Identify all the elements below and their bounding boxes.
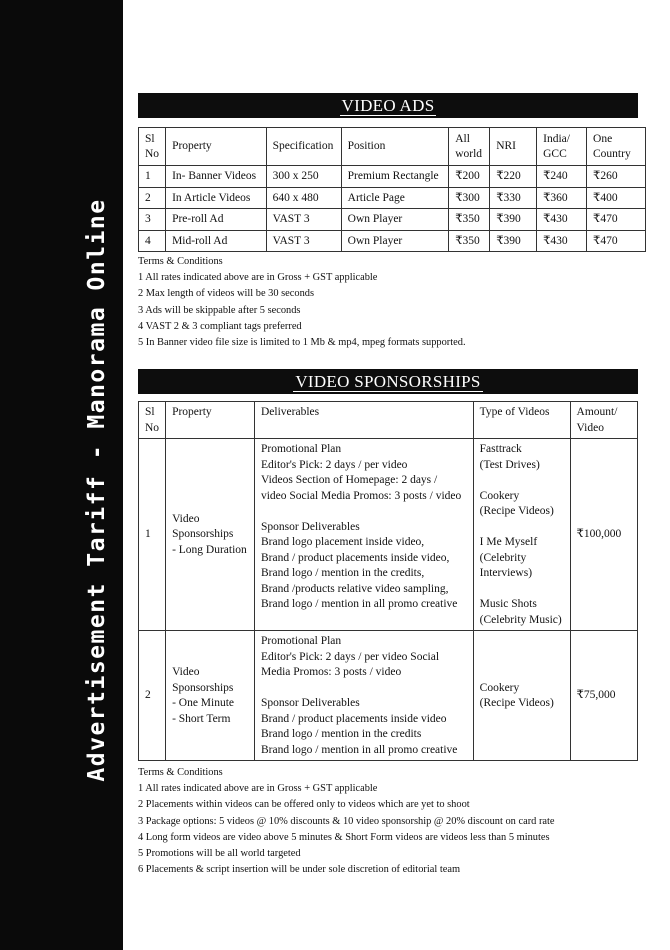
deliverable-line: Sponsor Deliverables xyxy=(260,697,360,709)
cell-all-world: ₹200 xyxy=(449,166,490,188)
spacer xyxy=(480,473,564,489)
cell-deliverables xyxy=(254,631,473,761)
deliverable-line: Brand / product placements inside video, xyxy=(260,551,450,564)
deliverable-line: Editor's Pick: 2 days / per video Social xyxy=(260,650,440,663)
header-type-of-videos: Type of Videos xyxy=(473,402,570,439)
video-type-line: Fasttrack xyxy=(479,443,522,455)
cell-specification: 300 x 250 xyxy=(266,166,341,188)
video-type-line: (Celebrity xyxy=(479,551,527,564)
video-ads-terms xyxy=(138,254,658,351)
deliverable-line: Promotional Plan xyxy=(260,635,342,647)
terms-title: Terms & Conditions xyxy=(138,767,223,778)
video-type-line: (Celebrity Music) xyxy=(479,613,562,626)
cell-all-world: ₹350 xyxy=(449,230,490,252)
video-ads-heading-text: VIDEO ADS xyxy=(341,96,435,115)
cell-deliverables xyxy=(254,439,473,631)
deliverable-line: video Social Media Promos: 3 posts / video xyxy=(260,489,462,502)
terms-item: 3 Ads will be skippable after 5 seconds xyxy=(138,304,301,316)
header-india-gcc: India/ GCC xyxy=(537,128,587,166)
deliverable-line: Promotional Plan xyxy=(260,443,342,455)
terms-item: 2 Max length of videos will be 30 seconds xyxy=(138,288,315,300)
cell-amount: ₹75,000 xyxy=(570,631,637,761)
terms-item: 5 Promotions will be all world targeted xyxy=(138,848,301,860)
cell-property xyxy=(166,439,255,631)
cell-nri: ₹390 xyxy=(490,209,537,231)
cell-sl-no: 1 xyxy=(139,166,166,188)
terms-item: 5 In Banner video file size is limited to 1 Mb & mp4, mpeg formats supported. xyxy=(138,337,466,349)
header-all-world: All world xyxy=(449,128,490,166)
deliverable-line: Media Promos: 3 posts / video xyxy=(260,666,402,678)
cell-sl-no: 4 xyxy=(139,230,166,252)
table-row xyxy=(139,631,638,761)
table-row xyxy=(139,439,638,631)
terms-title: Terms & Conditions xyxy=(138,256,223,267)
header-nri: NRI xyxy=(490,128,537,166)
header-position: Position xyxy=(341,128,449,166)
video-ads-heading xyxy=(138,93,638,118)
cell-position: Own Player xyxy=(341,209,449,231)
video-type-line: Interviews) xyxy=(479,567,533,579)
cell-all-world: ₹350 xyxy=(449,209,490,231)
terms-item: 2 Placements within videos can be offered only to videos which are yet to shoot xyxy=(138,799,470,811)
cell-sl-no: 3 xyxy=(139,209,166,231)
header-property: Property xyxy=(166,402,255,439)
video-type-line: Cookery xyxy=(479,681,520,694)
deliverable-line: Brand logo / mention in the credits, xyxy=(260,567,425,579)
sponsorships-header-row xyxy=(139,402,638,439)
cell-type-of-videos xyxy=(473,439,570,631)
sidebar-title: Advertisement Tariff - Manorama Online xyxy=(84,198,110,782)
property-line: - Short Term xyxy=(172,712,231,725)
cell-india-gcc: ₹430 xyxy=(537,230,587,252)
video-type-line: Music Shots xyxy=(479,598,537,610)
cell-property: Pre-roll Ad xyxy=(166,209,267,231)
deliverable-line: Brand logo / mention in all promo creative xyxy=(260,743,458,756)
cell-india-gcc: ₹360 xyxy=(537,187,587,209)
spacer xyxy=(261,504,467,520)
table-row xyxy=(139,187,646,209)
cell-nri: ₹220 xyxy=(490,166,537,188)
terms-item: 6 Placements & script insertion will be under sole discretion of editorial team xyxy=(138,864,461,876)
cell-sl-no: 1 xyxy=(139,439,166,631)
cell-property: Mid-roll Ad xyxy=(166,230,267,252)
cell-one-country: ₹470 xyxy=(587,209,646,231)
terms-item: 4 Long form videos are video above 5 minutes & Short Form videos are videos less than 5 minutes xyxy=(138,831,550,843)
video-type-line: Cookery xyxy=(479,489,520,502)
spacer xyxy=(261,681,467,697)
video-sponsorships-heading xyxy=(138,369,638,394)
header-deliverables: Deliverables xyxy=(254,402,473,439)
property-line: - Long Duration xyxy=(172,543,247,556)
terms-item: 3 Package options: 5 videos @ 10% discounts & 10 video sponsorship @ 20% discount on card rate xyxy=(138,815,555,827)
property-line: - One Minute xyxy=(172,697,235,709)
deliverable-line: Brand logo placement inside video, xyxy=(260,536,425,548)
table-row xyxy=(139,209,646,231)
property-line: Video xyxy=(172,666,200,678)
cell-one-country: ₹470 xyxy=(587,230,646,252)
cell-specification: 640 x 480 xyxy=(266,187,341,209)
deliverable-line: Brand / product placements inside video xyxy=(260,712,447,725)
cell-position: Article Page xyxy=(341,187,449,209)
cell-all-world: ₹300 xyxy=(449,187,490,209)
property-line: Sponsorships xyxy=(172,528,234,541)
header-one-country: One Country xyxy=(587,128,646,166)
video-type-line: (Recipe Videos) xyxy=(479,505,554,517)
header-sl-no: Sl No xyxy=(139,128,166,166)
table-row xyxy=(139,166,646,188)
deliverable-line: Brand /products relative video sampling, xyxy=(260,582,449,595)
property-line: Sponsorships xyxy=(172,681,234,694)
cell-property xyxy=(166,631,255,761)
video-sponsorships-terms xyxy=(138,765,658,878)
cell-india-gcc: ₹430 xyxy=(537,209,587,231)
video-type-line: I Me Myself xyxy=(479,536,538,548)
deliverable-line: Brand logo / mention in all promo creative xyxy=(260,598,458,610)
video-ads-table xyxy=(138,127,646,252)
cell-property: In Article Videos xyxy=(166,187,267,209)
deliverable-line: Editor's Pick: 2 days / per video xyxy=(260,458,408,471)
terms-item: 1 All rates indicated above are in Gross + GST applicable xyxy=(138,783,378,795)
video-sponsorships-heading-text: VIDEO SPONSORSHIPS xyxy=(295,372,481,391)
sidebar xyxy=(0,0,123,950)
cell-specification: VAST 3 xyxy=(266,230,341,252)
cell-nri: ₹390 xyxy=(490,230,537,252)
spacer xyxy=(480,582,564,598)
cell-position: Own Player xyxy=(341,230,449,252)
video-ads-header-row xyxy=(139,128,646,166)
video-type-line: (Test Drives) xyxy=(479,458,540,471)
cell-one-country: ₹400 xyxy=(587,187,646,209)
video-type-line: (Recipe Videos) xyxy=(479,697,554,709)
terms-item: 4 VAST 2 & 3 compliant tags preferred xyxy=(138,320,302,332)
deliverable-line: Brand logo / mention in the credits xyxy=(260,728,422,740)
property-line: Video xyxy=(172,512,200,525)
video-sponsorships-table xyxy=(138,401,638,761)
cell-property: In- Banner Videos xyxy=(166,166,267,188)
header-sl-no: Sl No xyxy=(139,402,166,439)
deliverable-line: Videos Section of Homepage: 2 days / xyxy=(260,474,438,486)
cell-nri: ₹330 xyxy=(490,187,537,209)
deliverable-line: Sponsor Deliverables xyxy=(260,520,360,533)
cell-amount: ₹100,000 xyxy=(570,439,637,631)
cell-specification: VAST 3 xyxy=(266,209,341,231)
header-property: Property xyxy=(166,128,267,166)
cell-position: Premium Rectangle xyxy=(341,166,449,188)
spacer xyxy=(480,520,564,536)
cell-sl-no: 2 xyxy=(139,631,166,761)
terms-item: 1 All rates indicated above are in Gross + GST applicable xyxy=(138,272,378,284)
header-amount-per-video: Amount/ Video xyxy=(570,402,637,439)
header-specification: Specification xyxy=(266,128,341,166)
table-row xyxy=(139,230,646,252)
cell-one-country: ₹260 xyxy=(587,166,646,188)
cell-sl-no: 2 xyxy=(139,187,166,209)
cell-india-gcc: ₹240 xyxy=(537,166,587,188)
cell-type-of-videos xyxy=(473,631,570,761)
